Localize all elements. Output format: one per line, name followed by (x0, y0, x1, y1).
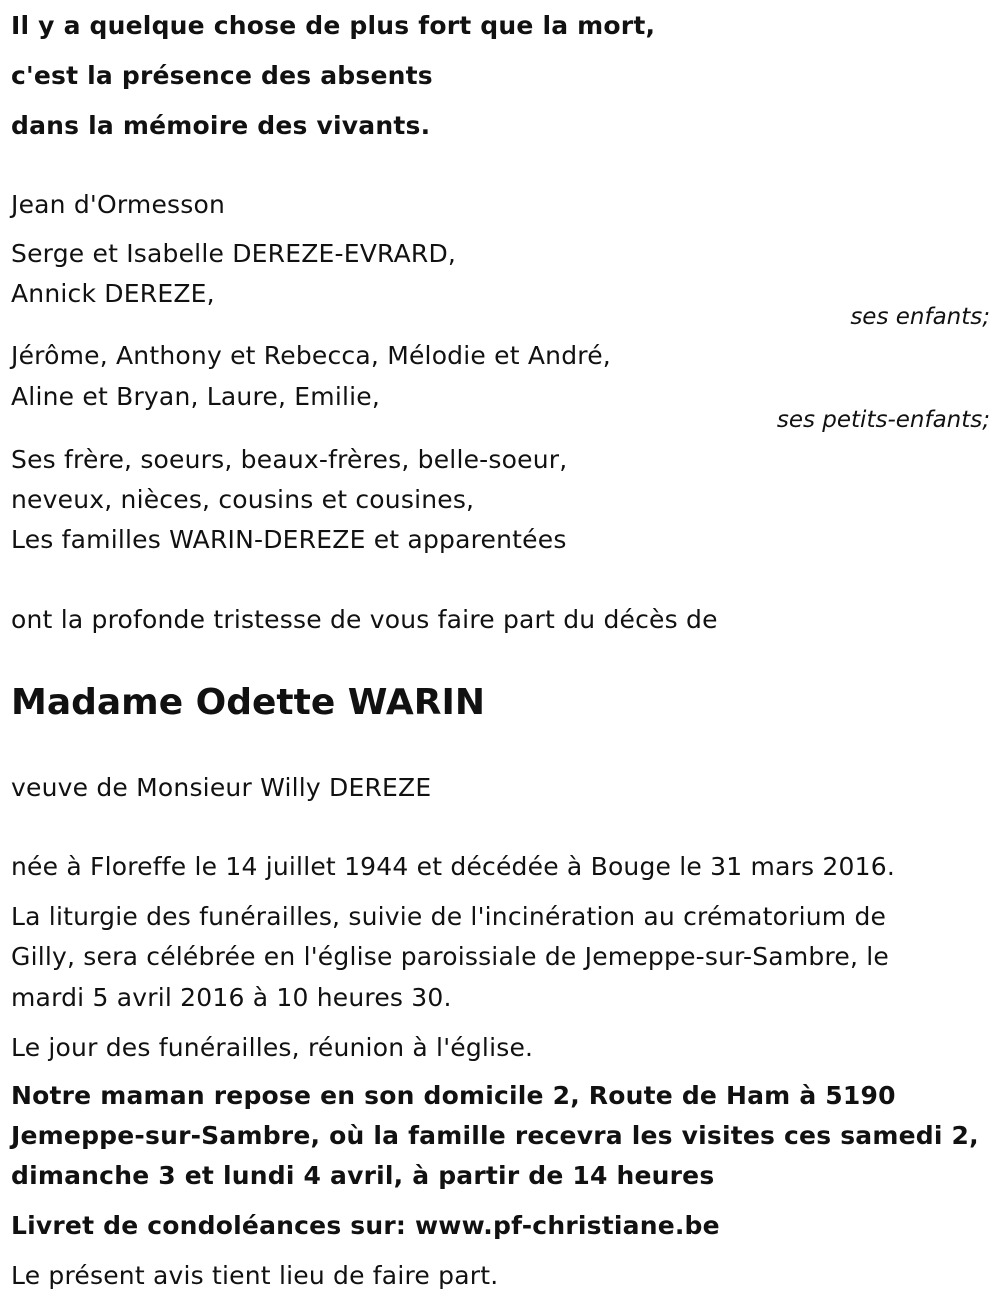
children-line-2: Annick DEREZE, (11, 279, 215, 308)
quote-line-3: dans la mémoire des vivants. (11, 111, 431, 140)
notice-text: Le présent avis tient lieu de faire part. (11, 1261, 499, 1290)
quote-line-1: Il y a quelque chose de plus fort que la mort, (11, 11, 656, 40)
family-line-3: Les familles WARIN-DEREZE et apparentées (11, 525, 567, 554)
condolences-label: Livret de condoléances sur: (11, 1211, 416, 1240)
grandchildren-line-1: Jérôme, Anthony et Rebecca, Mélodie et André, (11, 341, 611, 370)
condolences-link[interactable]: www.pf-christiane.be (415, 1211, 720, 1240)
quote-line-2: c'est la présence des absents (11, 61, 433, 90)
condolences-line (11, 1211, 720, 1241)
widow-of-text: veuve de Monsieur Willy DEREZE (11, 773, 432, 802)
funeral-line-3: mardi 5 avril 2016 à 10 heures 30. (11, 983, 452, 1012)
repose-line-3: dimanche 3 et lundi 4 avril, à partir de 14 heures (11, 1161, 715, 1190)
birth-death-text: née à Floreffe le 14 juillet 1944 et décédée à Bouge le 31 mars 2016. (11, 852, 896, 881)
family-line-1: Ses frère, soeurs, beaux-frères, belle-soeur, (11, 445, 568, 474)
funeral-line-1: La liturgie des funérailles, suivie de l'incinération au crématorium de (11, 902, 887, 931)
children-role: ses enfants; (850, 304, 990, 330)
deceased-name: Madame Odette WARIN (11, 682, 485, 723)
meeting-text: Le jour des funérailles, réunion à l'église. (11, 1033, 534, 1062)
children-line-1: Serge et Isabelle DEREZE-EVRARD, (11, 239, 457, 268)
grandchildren-role: ses petits-enfants; (776, 407, 990, 433)
family-line-2: neveux, nièces, cousins et cousines, (11, 485, 475, 514)
announcement-text: ont la profonde tristesse de vous faire part du décès de (11, 605, 718, 634)
repose-line-2: Jemeppe-sur-Sambre, où la famille recevra les visites ces samedi 2, (11, 1121, 979, 1150)
repose-line-1: Notre maman repose en son domicile 2, Route de Ham à 5190 (11, 1081, 896, 1110)
funeral-line-2: Gilly, sera célébrée en l'église paroissiale de Jemeppe-sur-Sambre, le (11, 942, 889, 971)
grandchildren-line-2: Aline et Bryan, Laure, Emilie, (11, 382, 380, 411)
quote-author: Jean d'Ormesson (11, 190, 226, 219)
